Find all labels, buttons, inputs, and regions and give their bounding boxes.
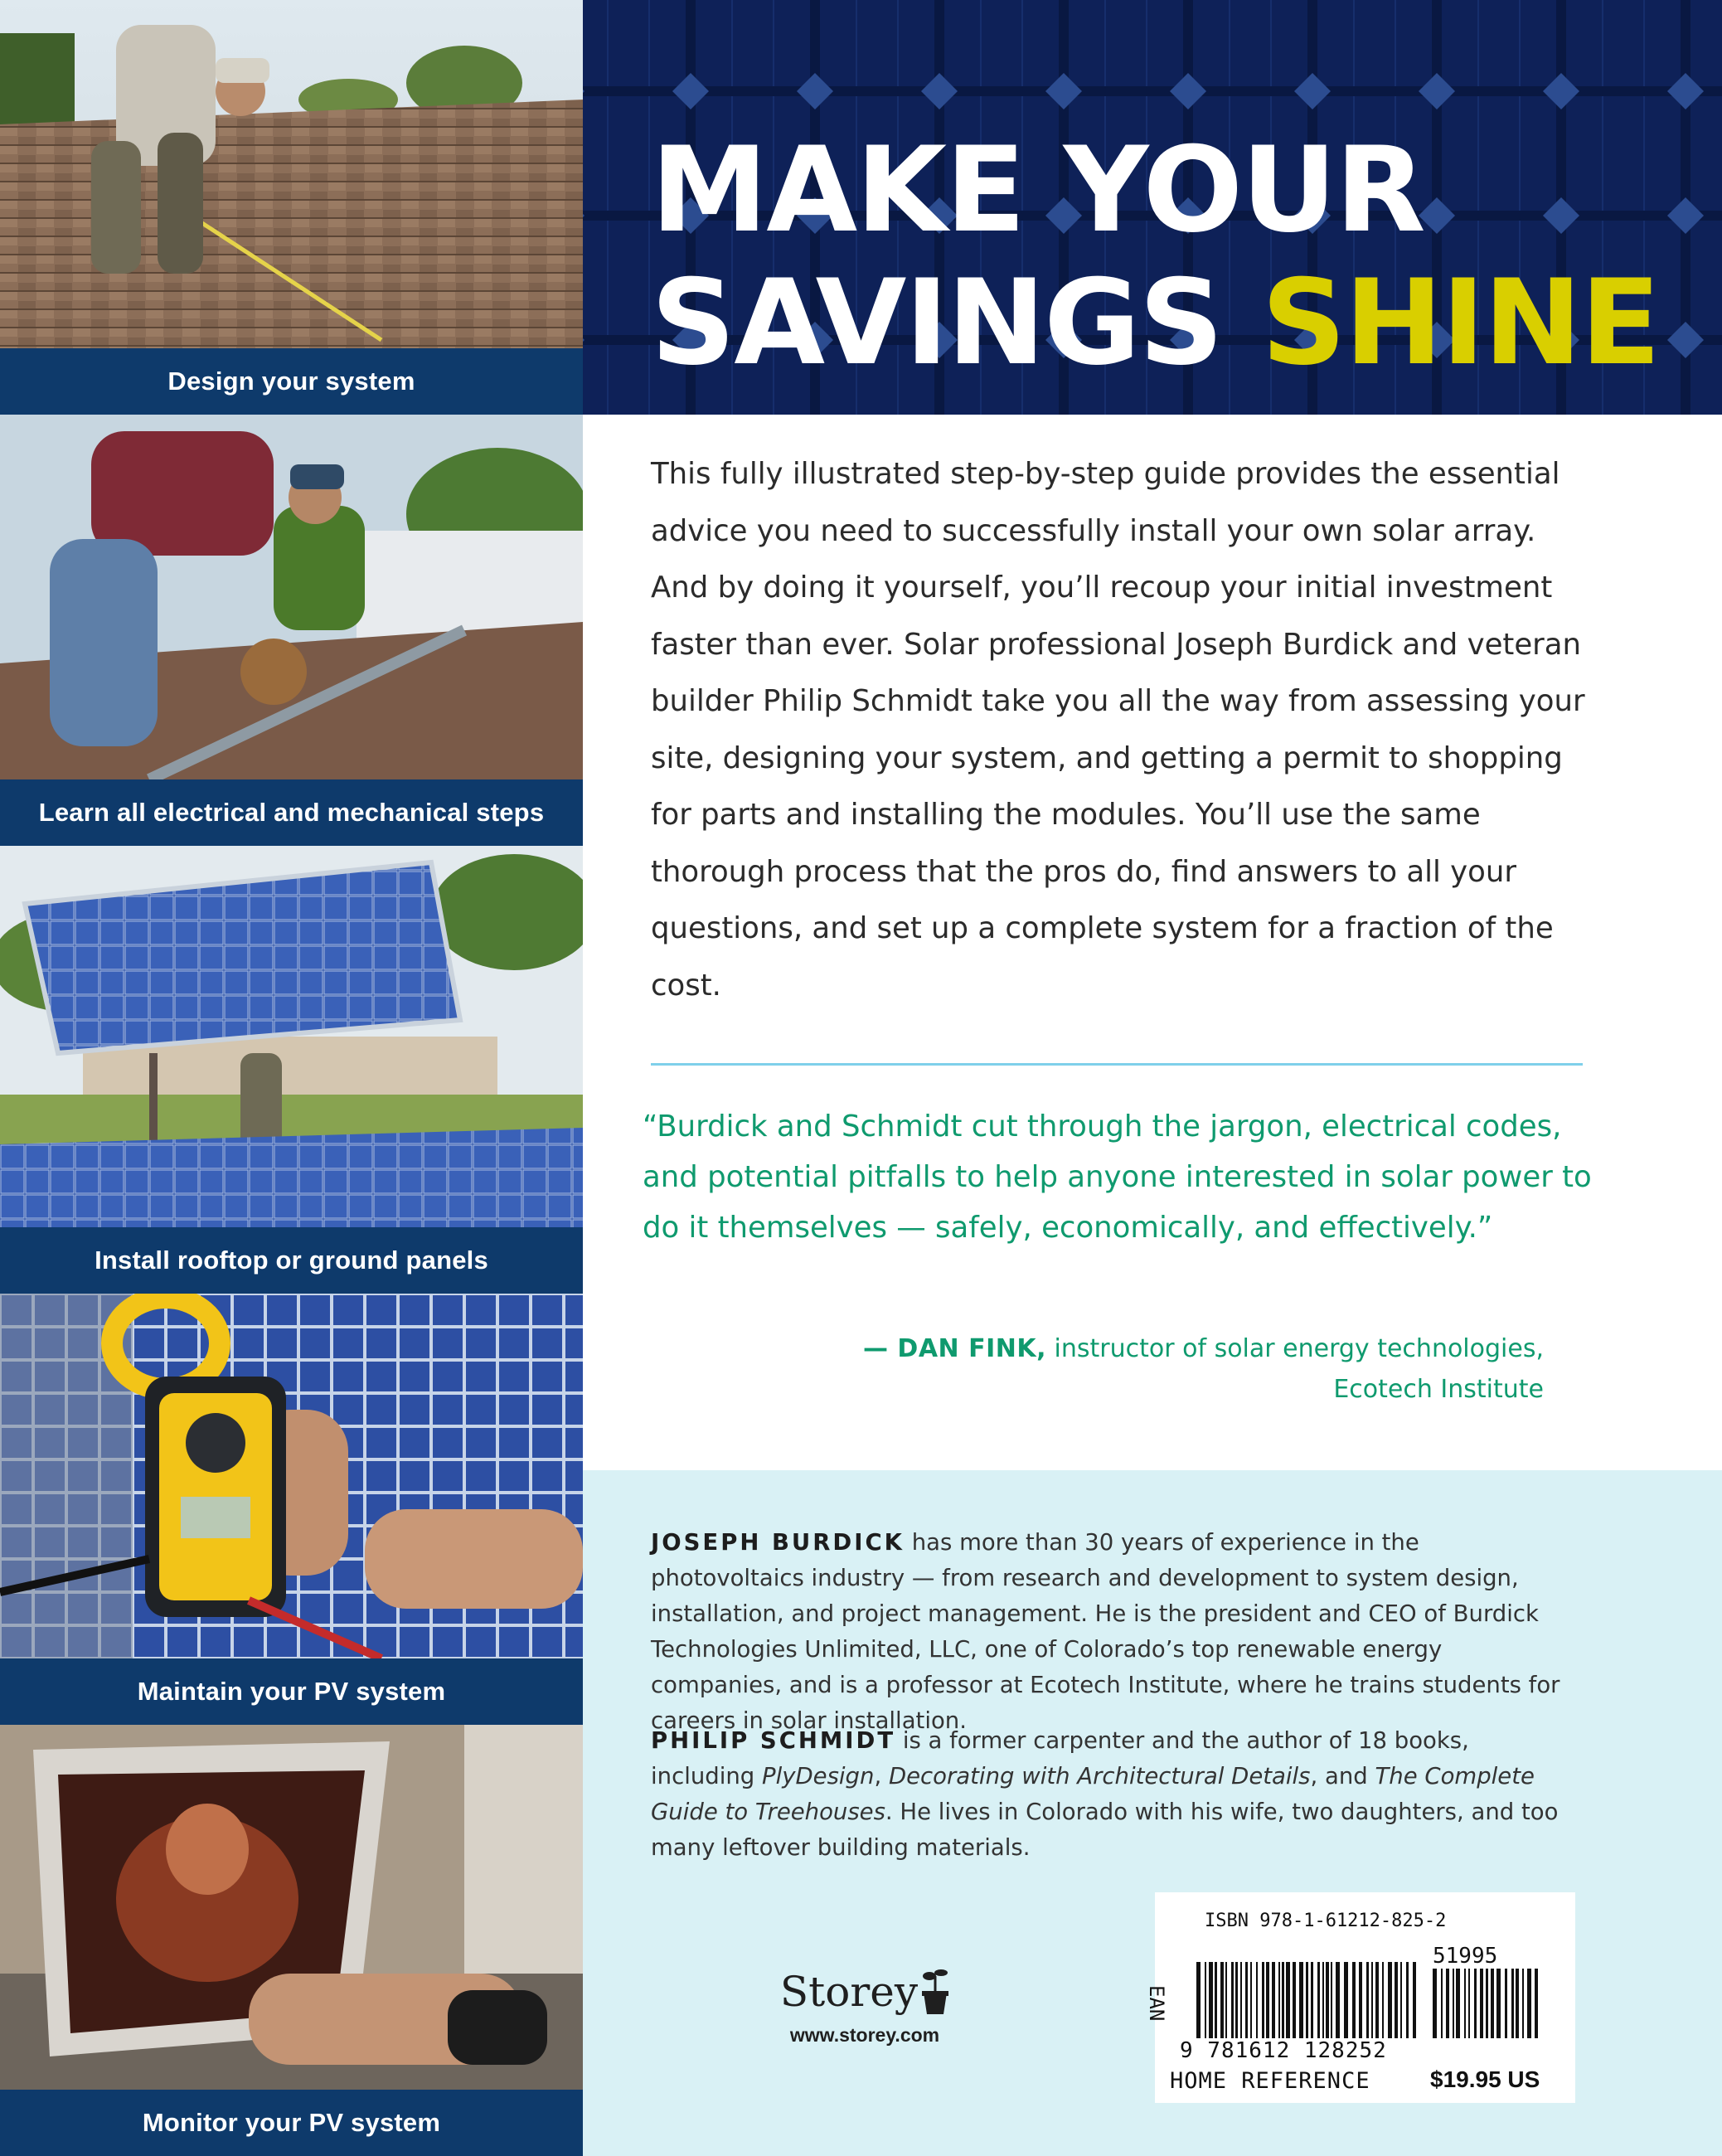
barcode-bar bbox=[1535, 1969, 1538, 2038]
category-label: HOME REFERENCE bbox=[1170, 2068, 1370, 2094]
barcode-bar bbox=[1433, 1969, 1437, 2038]
barcode-bar bbox=[1486, 1969, 1488, 2038]
publisher-block bbox=[765, 1968, 964, 2047]
barcode-bar bbox=[1220, 1962, 1224, 2038]
clamp-meter-photo bbox=[0, 1294, 583, 1658]
barcode-bar bbox=[1272, 1962, 1275, 2038]
headline-banner bbox=[583, 0, 1722, 415]
price-code: 51995 bbox=[1433, 1944, 1498, 1969]
barcode-block bbox=[1145, 1892, 1575, 2103]
barcode-bar bbox=[1511, 1969, 1514, 2038]
barcode-bar bbox=[1371, 1962, 1373, 2038]
price-label: $19.95 US bbox=[1430, 2066, 1540, 2092]
panel-monitor bbox=[0, 1725, 583, 2156]
barcode-bar bbox=[1256, 1962, 1258, 2038]
publisher-url[interactable]: www.storey.com bbox=[789, 2024, 940, 2046]
ground-panel-photo bbox=[0, 846, 583, 1227]
barcode-bar bbox=[1293, 1962, 1296, 2038]
barcode-digits: 9 781612 128252 bbox=[1180, 2038, 1387, 2063]
bio-philip-schmidt: PHILIP SCHMIDT is a former carpenter and the author of 18 books, including PlyDesign, Decorating with Architectural Details, and The Complete Guide to Treehouses. He lives in Colorado with his wife, two daughters, and too many leftover building materials. bbox=[651, 1727, 1559, 1861]
caption-electrical: Learn all electrical and mechanical steps bbox=[0, 779, 583, 846]
barcode-bar bbox=[1400, 1962, 1402, 2038]
ean-label: EAN bbox=[1145, 1985, 1168, 2022]
photo-column bbox=[0, 0, 583, 2156]
barcode-bar bbox=[1456, 1969, 1460, 2038]
barcode-bar bbox=[1278, 1962, 1280, 2038]
publisher-name: Storey bbox=[779, 1968, 919, 2016]
barcode-bar bbox=[1344, 1962, 1348, 2038]
barcode-bar bbox=[1480, 1969, 1483, 2038]
barcode-bar bbox=[1322, 1962, 1324, 2038]
bio-text: is a former carpenter and the author of 18 books, including bbox=[651, 1727, 1469, 1789]
barcode-bar bbox=[1522, 1969, 1524, 2038]
barcode-bar bbox=[1491, 1969, 1494, 2038]
endorser-title: instructor of solar energy technologies, bbox=[1054, 1334, 1544, 1363]
bio-author-name: JOSEPH BURDICK bbox=[651, 1529, 905, 1556]
barcode-bar bbox=[1262, 1962, 1264, 2038]
barcode-bar bbox=[1266, 1962, 1269, 2038]
barcode-bar bbox=[1464, 1969, 1466, 2038]
barcode-bar bbox=[1375, 1962, 1379, 2038]
book-title: PlyDesign bbox=[762, 1763, 875, 1789]
barcode-bar bbox=[1336, 1962, 1340, 2038]
caption-maintain: Maintain your PV system bbox=[0, 1658, 583, 1725]
barcode-bar bbox=[1413, 1962, 1416, 2038]
endorsement-quote: “Burdick and Schmidt cut through the jargon, electrical codes, and potential pitfalls to help anyone interested in solar power to do it themselves — safely, economically, and effectively.” bbox=[643, 1110, 1592, 1245]
book-title: Decorating with Architectural Details bbox=[888, 1763, 1311, 1789]
ean-barcode-bars bbox=[1196, 1962, 1420, 2038]
roof-worker-measuring-photo bbox=[0, 0, 583, 348]
barcode-bar bbox=[1446, 1969, 1449, 2038]
caption-install: Install rooftop or ground panels bbox=[0, 1227, 583, 1294]
panel-install bbox=[0, 846, 583, 1294]
headline-line2: SAVINGS bbox=[651, 255, 1222, 391]
barcode-bar bbox=[1331, 1962, 1332, 2038]
barcode-bar bbox=[1468, 1969, 1470, 2038]
barcode-bar bbox=[1326, 1962, 1329, 2038]
barcode-bar bbox=[1395, 1962, 1398, 2038]
barcode-bar bbox=[1505, 1969, 1507, 2038]
barcode-bar bbox=[1496, 1969, 1501, 2038]
barcode-bar bbox=[1317, 1962, 1320, 2038]
headline bbox=[651, 124, 1659, 390]
barcode-bar bbox=[1245, 1962, 1248, 2038]
headline-line1: MAKE YOUR bbox=[651, 122, 1424, 259]
barcode-bar bbox=[1306, 1962, 1308, 2038]
caption-design: Design your system bbox=[0, 348, 583, 415]
installers-rail-photo bbox=[0, 415, 583, 779]
barcode-bar bbox=[1240, 1962, 1242, 2038]
barcode-bar bbox=[1516, 1969, 1519, 2038]
bio-author-name: PHILIP SCHMIDT bbox=[651, 1727, 896, 1754]
barcode-bar bbox=[1196, 1962, 1201, 2038]
caption-monitor: Monitor your PV system bbox=[0, 2090, 583, 2156]
endorser-name: — DAN FINK, bbox=[862, 1334, 1046, 1363]
book-title: The Complete Guide to Treehouses bbox=[651, 1763, 1535, 1825]
panel-electrical bbox=[0, 415, 583, 846]
publisher-logo bbox=[780, 1968, 949, 2016]
endorsement-attribution bbox=[715, 1328, 1544, 1410]
headline-accent: SHINE bbox=[1261, 255, 1660, 391]
barcode-bar bbox=[1282, 1962, 1284, 2038]
barcode-bar bbox=[1205, 1962, 1206, 2038]
barcode-bar bbox=[1235, 1962, 1238, 2038]
barcode-bar bbox=[1299, 1962, 1303, 2038]
barcode-bar bbox=[1527, 1969, 1531, 2038]
barcode-bar bbox=[1382, 1962, 1384, 2038]
barcode-bar bbox=[1406, 1962, 1409, 2038]
flower-pot-sprout-icon bbox=[921, 1969, 949, 2016]
section-divider bbox=[651, 1063, 1583, 1066]
barcode-bar bbox=[1209, 1962, 1213, 2038]
panel-maintain bbox=[0, 1294, 583, 1725]
barcode-bar bbox=[1215, 1962, 1217, 2038]
barcode-bar bbox=[1286, 1962, 1290, 2038]
barcode-bar bbox=[1474, 1969, 1477, 2038]
barcode-bar bbox=[1453, 1969, 1454, 2038]
endorser-org: Ecotech Institute bbox=[1333, 1375, 1544, 1404]
barcode-bar bbox=[1359, 1962, 1362, 2038]
price-barcode-bars bbox=[1433, 1969, 1540, 2038]
barcode-bar bbox=[1366, 1962, 1369, 2038]
bio-text: has more than 30 years of experience in the photovoltaics industry — from research and development to system design, installation, and project management. He is the president and CEO of Burdick Technologies Unlimited, LLC, one of Colorado’s top renewable energy companies, and is a professor at Ecotech Institute, where he trains students for careers in solar installation. bbox=[651, 1529, 1560, 1734]
barcode-bar bbox=[1231, 1962, 1234, 2038]
panel-design bbox=[0, 0, 583, 415]
barcode-bar bbox=[1352, 1962, 1356, 2038]
author-bios-section bbox=[583, 1470, 1722, 2156]
laptop-monitoring-photo bbox=[0, 1725, 583, 2090]
bio-joseph-burdick bbox=[651, 1525, 1579, 1739]
barcode-bar bbox=[1225, 1962, 1227, 2038]
barcode-bar bbox=[1250, 1962, 1252, 2038]
book-description: This fully illustrated step-by-step guide provides the essential advice you need to successfully install your own solar array. And by doing it yourself, you’ll recoup your initial investment faster than ever. Solar professional Joseph Burdick and veteran builder Philip Schmidt take you all the way from assessing your site, designing your system, and getting a permit to shopping for parts and installing the modules. You’ll use the same thorough process that the pros do, find answers to all your questions, and set up a complete system for a fraction of the cost. bbox=[651, 457, 1585, 1003]
barcode-bar bbox=[1441, 1969, 1443, 2038]
isbn-text: ISBN 978-1-61212-825-2 bbox=[1205, 1911, 1447, 1931]
barcode-bar bbox=[1388, 1962, 1392, 2038]
barcode-bar bbox=[1311, 1962, 1313, 2038]
